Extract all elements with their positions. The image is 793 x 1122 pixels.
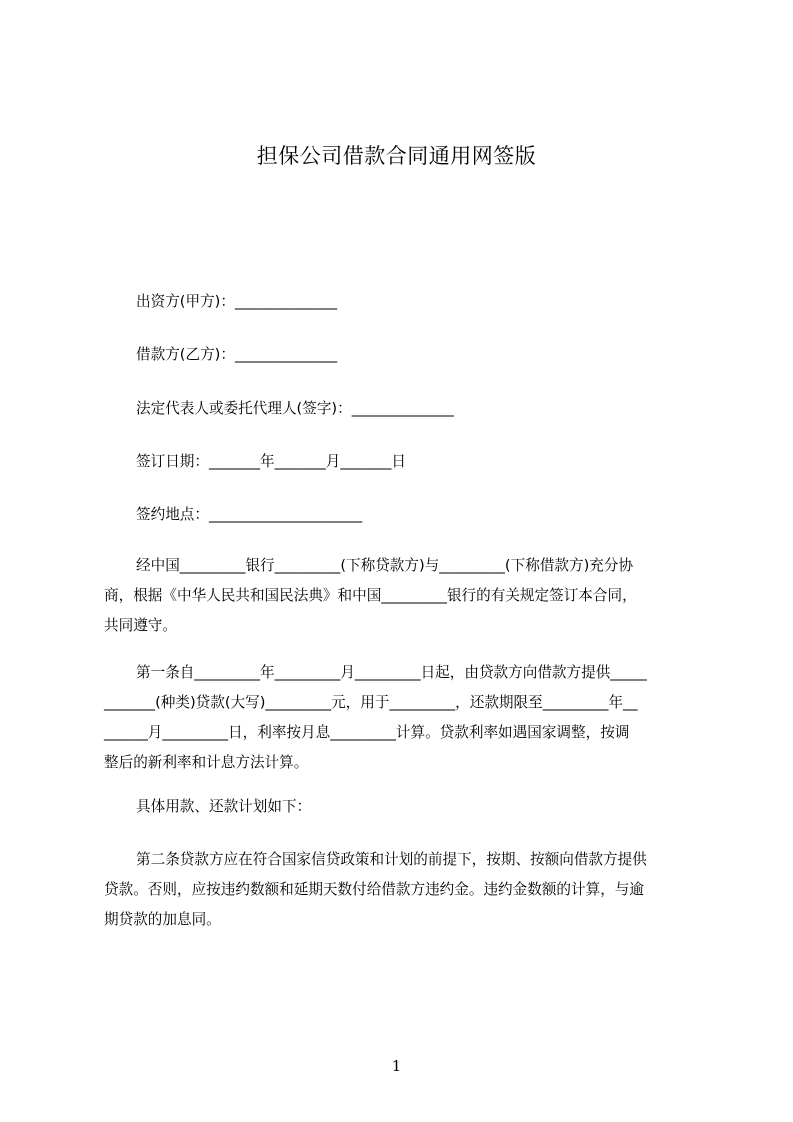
paragraph-line: 贷款。否则，应按违约数额和延期天数付给借款方违约金。违约金数额的计算，与逾 <box>104 881 644 898</box>
paragraph-line: 第二条贷款方应在符合国家信贷政策和计划的前提下，按期、按额向借款方提供 <box>136 851 647 868</box>
paragraph-line: 共同遵守。 <box>104 617 177 634</box>
field-borrower: 借款方(乙方)：______________ <box>136 346 338 363</box>
paragraph-line: 商，根据《中华人民共和国民法典》和中国_________银行的有关规定签订本合同， <box>104 587 637 604</box>
preamble-paragraph <box>104 551 701 641</box>
plan-heading: 具体用款、还款计划如下： <box>136 798 312 815</box>
field-sign-place: 签约地点：_____________________ <box>136 506 363 523</box>
document-title: 担保公司借款合同通用网签版 <box>256 144 537 168</box>
paragraph-line: 第一条自_________年_________月_________日起，由贷款方向借款方提供_____ <box>136 664 647 681</box>
field-lender: 出资方(甲方)：______________ <box>136 293 338 310</box>
article-2-paragraph <box>104 845 701 935</box>
paragraph-line: _______(种类)贷款(大写)_________元，用于_________，还款期限至_________年__ <box>104 694 638 711</box>
paragraph-line: 经中国_________银行_________(下称贷款方)与_________(下称借款方)充分协 <box>136 557 634 574</box>
field-sign-date: 签订日期：_______年_______月_______日 <box>136 453 406 470</box>
article-1-paragraph <box>104 658 701 778</box>
page-number: 1 <box>391 1057 402 1075</box>
paragraph-line: 整后的新利率和计息方法计算。 <box>104 754 309 771</box>
paragraph-line: ______月_________日，利率按月息_________计算。贷款利率如遇国家调整，按调 <box>104 724 630 741</box>
field-representative: 法定代表人或委托代理人(签字)：______________ <box>136 400 454 417</box>
paragraph-line: 期贷款的加息同。 <box>104 911 221 928</box>
